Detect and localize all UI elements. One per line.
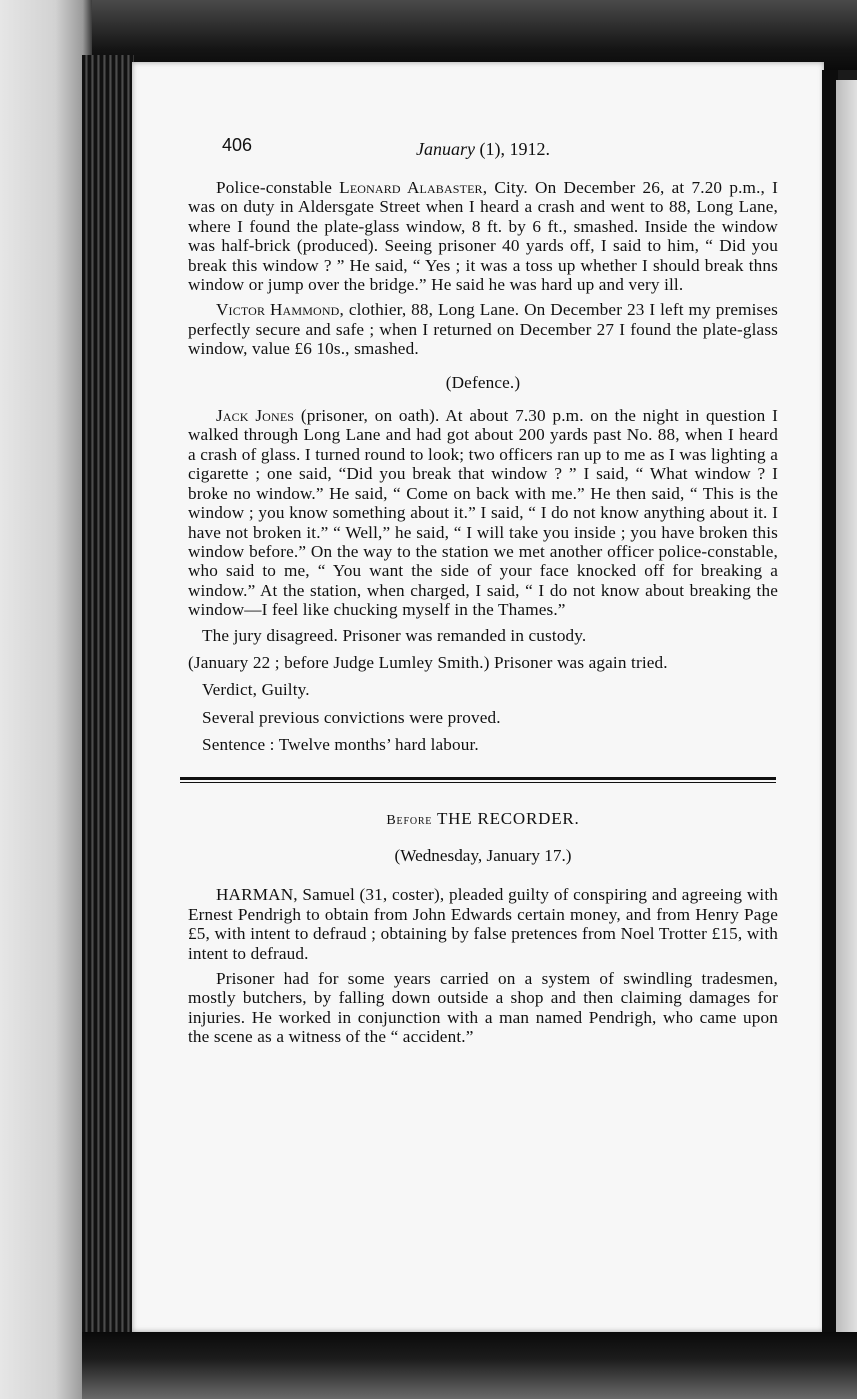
scan-bottom-band (82, 1332, 857, 1399)
page-header (188, 130, 778, 160)
jury-outcome: The jury disagreed. Prisoner was remanded in custody. (202, 625, 587, 645)
section-title (188, 809, 778, 830)
section-divider-thick (180, 777, 776, 780)
running-head-month: January (416, 139, 475, 159)
witness-name: Victor Hammond (216, 300, 340, 320)
case-harman-summary: Prisoner had for some years carried on a system of swindling tradesmen, mostly butchers, by falling down outside a shop and then claiming damages for injuries. He worked in conjunction with a man named Pendrigh, who came upon the scene as a witness of the “ accident.” (188, 969, 778, 1047)
section-title-prefix: Before (386, 812, 433, 828)
page-content (188, 130, 778, 1053)
page-number: 406 (222, 135, 253, 155)
running-head-date: (1), 1912. (479, 139, 550, 159)
testimony-text: (prisoner, on oath). At about 7.30 p.m. on the night in question I walked through Long Lane and had got about 200 yards past No. 88, when I heard a crash of glass. I turned round to look; two officers ran up to me as I was lighting a cigarette ; one said, “Did you break that window ? ” I said, “ What window ? I broke no window.” He said, “ Come on back with me.” He then said, “ This is the window ; you know something about it.” I said, “ I do not know anything about it. I have not broken it.” “ Well,” he said, “ I will take you inside ; you have broken this window before.” On the way to the station we met another officer police-constable, who said to me, “ You want the side of your face knocked off for breaking a window.” At the station, when charged, I said, “ I do not know about breaking the window—I feel like chucking myself in the Thames.” (188, 406, 778, 620)
testimony-text: , clothier, 88, Long Lane. On December 23 I left my premises perfectly secure and safe ; when I returned on December 27 I found the plate-glass window, value £6 10s., smashed. (188, 300, 778, 359)
retrial-note: (January 22 ; before Judge Lumley Smith.) Prisoner was again tried. (188, 652, 668, 672)
section-divider-thin (180, 782, 776, 783)
next-page-edge (836, 80, 857, 1340)
testimony-alabaster (188, 178, 778, 294)
defence-heading: (Defence.) (445, 372, 521, 392)
witness-name: Leonard Alabaster (339, 178, 483, 197)
convictions-line: Several previous convictions were proved. (202, 707, 501, 727)
testimony-text: , City. On December 26, at 7.20 p.m., I was on duty in Aldersgate Street when I heard a crash and went to 88, Long Lane, where I found the plate-glass window, 8 ft. by 6 ft., smashed. Inside the window was half-brick (produced). Seeing prisoner 40 yards off, I said to him, “ Did you break this window ? ” He said, “ Yes ; it was a toss up whether I should break thns window or jump over the bridge.” He said he was hard up and very ill. (188, 178, 779, 295)
section-title-main: THE RECORDER. (436, 808, 580, 828)
sentence-line: Sentence : Twelve months’ hard labour. (202, 735, 479, 755)
verdict-line: Verdict, Guilty. (202, 680, 310, 700)
testimony-jones (188, 406, 778, 619)
book-binding (82, 55, 134, 1345)
defendant-name: HARMAN (216, 885, 294, 905)
charge-text: , Samuel (31, coster), pleaded guilty of conspiring and agreeing with Ernest Pendrigh to obtain from John Edwards certain money, and from Henry Page £5, with intent to defraud ; obtaining by false pretences from Noel Trotter £15, with intent to defraud. (188, 885, 778, 963)
testimony-hammond (188, 300, 778, 358)
witness-role: Police-constable (216, 178, 340, 197)
case-harman-charge (188, 885, 778, 963)
witness-name: Jack Jones (216, 406, 295, 426)
facing-page-edge (0, 0, 92, 1399)
running-head (188, 140, 778, 159)
session-date: (Wednesday, January 17.) (394, 845, 572, 865)
